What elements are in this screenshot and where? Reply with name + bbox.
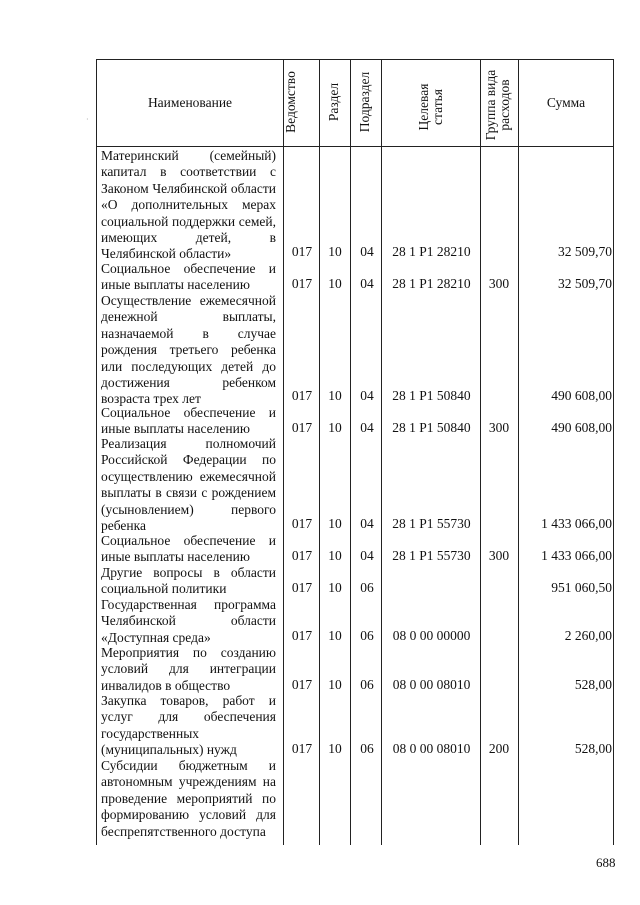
row-9-ved: 017	[291, 677, 313, 692]
row-2-grp: 300	[488, 276, 510, 291]
col-border-5	[480, 59, 481, 845]
row-10-ved: 017	[291, 741, 313, 756]
row-5-raz: 10	[328, 516, 342, 531]
row-3-name: Осуществление ежемесячной денежной выплаты, назначаемой в случае рождения третьего ребенка или последующих детей до достижения ребенком возраста трех лет	[101, 293, 276, 407]
row-10-grp: 200	[488, 741, 510, 756]
row-3-sum: 490 608,00	[551, 388, 612, 403]
row-6-raz: 10	[328, 548, 342, 563]
row-7-ved: 017	[291, 580, 313, 595]
row-8-name: Государственная программа Челябинской области «Доступная среда»	[101, 597, 276, 645]
header-podrazdel: Подраздел	[357, 71, 372, 133]
row-3-cel: 28 1 Р1 50840	[392, 388, 471, 403]
page-number: 688	[596, 855, 616, 870]
row-10-name: Закупка товаров, работ и услуг для обеспечения государственных (муниципальных) нужд	[101, 693, 276, 758]
row-6-pod: 04	[360, 548, 374, 563]
header-celevaya	[417, 54, 445, 160]
col-border-7	[613, 59, 614, 845]
row-3-ved: 017	[291, 388, 313, 403]
row-1-cel: 28 1 Р1 28210	[392, 244, 471, 259]
row-6-ved: 017	[291, 548, 313, 563]
header-summa: Сумма	[546, 95, 586, 110]
row-5-sum: 1 433 066,00	[541, 516, 612, 531]
row-11-name: Субсидии бюджетным и автономным учреждениям на проведение мероприятий по формированию условий для беспрепятственного доступа	[101, 758, 276, 839]
row-2-ved: 017	[291, 276, 313, 291]
row-10-sum: 528,00	[574, 741, 612, 756]
row-6-cel: 28 1 Р1 55730	[392, 548, 471, 563]
row-4-raz: 10	[328, 420, 342, 435]
row-9-pod: 06	[360, 677, 374, 692]
row-5-cel: 28 1 Р1 55730	[392, 516, 471, 531]
row-2-raz: 10	[328, 276, 342, 291]
table-top-border	[96, 59, 613, 60]
row-8-sum: 2 260,00	[564, 628, 612, 643]
col-border-3	[350, 59, 351, 845]
row-4-name: Социальное обеспечение и иные выплаты населению	[101, 405, 276, 437]
row-1-pod: 04	[360, 244, 374, 259]
row-5-name: Реализация полномочий Российской Федерации по осуществлению ежемесячной выплаты в связи с рождением (усыновлением) первого ребенка	[101, 436, 276, 534]
col-border-2	[319, 59, 320, 845]
table-header-divider	[96, 146, 613, 147]
row-8-cel: 08 0 00 00000	[392, 628, 471, 643]
row-5-ved: 017	[291, 516, 313, 531]
col-border-1	[283, 59, 284, 845]
row-7-pod: 06	[360, 580, 374, 595]
row-9-name: Мероприятия по созданию условий для интеграции инвалидов в общество	[101, 645, 276, 693]
row-1-name: Материнский (семейный) капитал в соответствии с Законом Челябинской области «О дополнительных мерах социальной поддержки семей, имеющих детей, в Челябинской области»	[101, 148, 276, 262]
row-10-pod: 06	[360, 741, 374, 756]
header-razdel: Раздел	[326, 82, 341, 122]
row-4-ved: 017	[291, 420, 313, 435]
col-border-6	[518, 59, 519, 845]
row-2-sum: 32 509,70	[558, 276, 612, 291]
row-8-raz: 10	[328, 628, 342, 643]
row-2-name: Социальное обеспечение и иные выплаты населению	[101, 261, 276, 293]
col-border-4	[381, 59, 382, 845]
row-4-pod: 04	[360, 420, 374, 435]
row-10-raz: 10	[328, 741, 342, 756]
row-6-name: Социальное обеспечение и иные выплаты населению	[101, 533, 276, 565]
header-name: Наименование	[147, 95, 233, 110]
row-6-sum: 1 433 066,00	[541, 548, 612, 563]
row-7-raz: 10	[328, 580, 342, 595]
row-3-raz: 10	[328, 388, 342, 403]
row-3-pod: 04	[360, 388, 374, 403]
row-9-raz: 10	[328, 677, 342, 692]
row-1-sum: 32 509,70	[558, 244, 612, 259]
row-5-pod: 04	[360, 516, 374, 531]
scan-speck: ·	[86, 115, 89, 124]
row-7-name: Другие вопросы в области социальной политики	[101, 565, 276, 597]
row-2-cel: 28 1 Р1 28210	[392, 276, 471, 291]
row-9-sum: 528,00	[574, 677, 612, 692]
row-10-cel: 08 0 00 08010	[392, 741, 471, 756]
row-9-cel: 08 0 00 08010	[392, 677, 471, 692]
row-8-pod: 06	[360, 628, 374, 643]
row-4-grp: 300	[488, 420, 510, 435]
col-border-0	[96, 59, 97, 845]
row-2-pod: 04	[360, 276, 374, 291]
row-4-sum: 490 608,00	[551, 420, 612, 435]
row-1-ved: 017	[291, 244, 313, 259]
row-6-grp: 300	[488, 548, 510, 563]
header-gruppa-text: Группа вида расходов	[483, 69, 512, 141]
row-4-cel: 28 1 Р1 50840	[392, 420, 471, 435]
header-gruppa	[484, 62, 514, 148]
row-1-raz: 10	[328, 244, 342, 259]
header-celevaya-text: Целевая статья	[416, 83, 445, 131]
row-7-sum: 951 060,50	[551, 580, 612, 595]
header-vedomstvo: Ведомство	[283, 71, 298, 133]
row-8-ved: 017	[291, 628, 313, 643]
